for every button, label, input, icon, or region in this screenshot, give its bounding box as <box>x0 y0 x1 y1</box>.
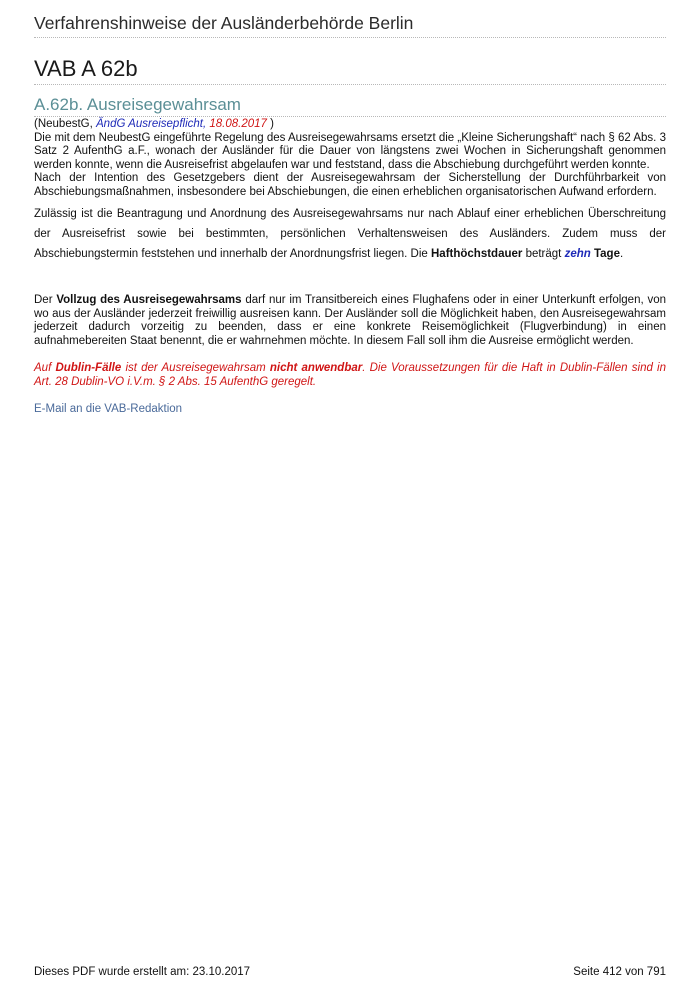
p5-bold-1: Dublin-Fälle <box>55 362 122 374</box>
document-title: VAB A 62b <box>34 56 666 85</box>
paragraph-1: Die mit dem NeubestG eingeführte Regelung des Ausreisegewahrsams ersetzt die „Kleine Sicherungshaft“ nach § 62 Abs. 3 Satz 2 AufenthG a.F., wonach der Ausländer für die Dauer von längstens zwei Wochen in Sicherungshaft genommen werden konnte, wenn die Ausreisefrist abgelaufen war und feststand, dass die Abschiebung durchgeführt werden konnte. <box>34 131 666 171</box>
amendment-reference <box>34 118 666 132</box>
section-title: A.62b. Ausreisegewahrsam <box>34 95 666 117</box>
p4-text-1: Der <box>34 294 57 306</box>
footer-page-number: Seite 412 von 791 <box>573 966 666 978</box>
dublin-note <box>34 362 666 389</box>
document-page <box>34 0 666 417</box>
amendment-date: 18.08.2017 <box>206 118 271 130</box>
p3-tage: Tage <box>590 248 620 260</box>
page-footer <box>34 966 666 978</box>
paragraph-3 <box>34 204 666 264</box>
paragraph-4 <box>34 294 666 348</box>
paragraph-2: Nach der Intention des Gesetzgebers dient der Ausreisegewahrsam der Sicherstellung der Durchführbarkeit von Abschiebungsmaßnahmen, insbesondere bei Abschiebungen, die einen erheblichen organisatorischen Aufwand erfordern. <box>34 172 666 198</box>
p4-bold: Vollzug des Ausreisegewahrsams <box>56 294 242 306</box>
site-header: Verfahrenshinweise der Ausländerbehörde Berlin <box>34 11 666 38</box>
p3-text-1: Zulässig ist die Beantragung und Anordnung des Ausreisegewahrsams nur nach Ablauf einer erheblichen Überschreitung der Ausreisefrist sowie bei bestimmten, persönlichen Verhaltensweisen des Ausländers. Zudem muss der Abschiebungstermin feststehen und innerhalb der Anordnungsfrist liegen. Die <box>34 208 666 260</box>
meta-open: (NeubestG, <box>34 118 96 130</box>
p5-text-1: Auf <box>34 362 56 374</box>
meta-close: ) <box>270 118 274 130</box>
p5-text-2: ist der Ausreisegewahrsam <box>121 362 270 374</box>
p4-text-2: darf nur im Transitbereich eines Flughafens oder in einer Unterkunft erfolgen, von wo aus der Ausländer jederzeit freiwillig ausreisen kann. Der Ausländer soll die Möglichkeit haben, den Ausreisegewahrsam jederzeit dadurch vorzeitig zu beenden, dass er eine konkrete Reisemöglichkeit (Flugverbindung) in einen aufnahmebereiten Staat benennt, die er wahrnehmen möchte. In diesem Fall soll ihm die Ausreise ermöglicht werden. <box>34 294 666 347</box>
amendment-link[interactable]: ÄndG Ausreisepflicht, <box>96 118 207 130</box>
p5-text-3: . Die Voraussetzungen für die Haft in Dublin-Fällen sind in Art. 28 Dublin-VO i.V.m. § 2 Abs. 15 AufenthG geregelt. <box>34 362 666 388</box>
p3-text-2: beträgt <box>522 248 565 260</box>
p3-end: . <box>619 248 624 260</box>
p5-bold-2: nicht anwendbar <box>269 362 363 374</box>
p3-zehn: zehn <box>564 248 591 260</box>
footer-created-date: Dieses PDF wurde erstellt am: 23.10.2017 <box>34 966 251 978</box>
email-editorial-link[interactable]: E-Mail an die VAB-Redaktion <box>34 403 183 415</box>
p3-bold: Hafthöchstdauer <box>431 248 523 260</box>
